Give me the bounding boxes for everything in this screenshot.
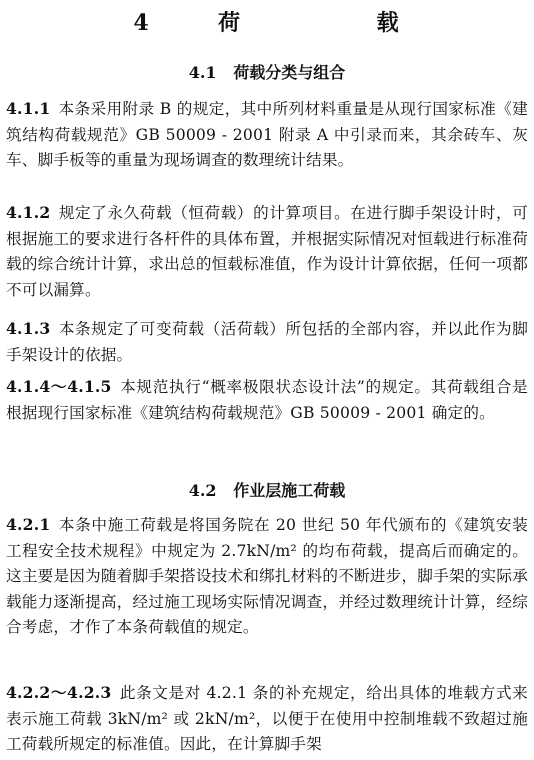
clause-number: 4.1.2 (6, 203, 51, 222)
clause-4-1-3 (6, 316, 528, 368)
clause-number: 4.1.3 (6, 319, 51, 338)
clause-text: 本条规定了可变荷载（活荷载）所包括的全部内容，并以此作为脚手架设计的依据。 (6, 320, 528, 364)
section-title-4-1: 4.1 荷载分类与组合 (188, 63, 346, 82)
clause-4-1-4-5 (6, 374, 528, 426)
clause-4-1-2 (6, 200, 528, 303)
clause-text: 本条采用附录 B 的规定，其中所列材料重量是从现行国家标准《建筑结构荷载规范》GB 50009 - 2001 附录 A 中引录而来，其余砖车、灰车、脚手板等的重量为现场调查的数理统计结果。 (6, 100, 528, 170)
clause-text: 此条文是对 4.2.1 条的补充规定，给出具体的堆载方式来表示施工荷载 3kN/m² 或 2kN/m²，以便于在使用中控制堆载不致超过施工荷载所规定的标准值。因此，在计算脚手架 (6, 684, 528, 754)
clause-number: 4.2.1 (6, 515, 51, 534)
clause-number: 4.2.2～4.2.3 (6, 683, 112, 702)
clause-4-2-2-3 (6, 680, 528, 758)
section-title-4-2: 4.2 作业层施工荷载 (188, 481, 346, 500)
clause-4-2-1 (6, 512, 528, 641)
clause-number: 4.1.1 (6, 99, 51, 118)
clause-4-1-1 (6, 96, 528, 174)
clause-text: 本规范执行“概率极限状态设计法”的规定。其荷载组合是根据现行国家标准《建筑结构荷载规范》GB 50009 - 2001 确定的。 (6, 378, 528, 422)
clause-text: 本条中施工荷载是将国务院在 20 世纪 50 年代颁布的《建筑安装工程安全技术规程》中规定为 2.7kN/m² 的均布荷载，提高后而确定的。这主要是因为随着脚手架搭设技术和绑扎材料的不断进步，脚手架的实际承载能力逐渐提高，经过施工现场实际情况调查，并经过数理统计计算，经综合考虑，才作了本条荷载值的规定。 (6, 516, 528, 637)
clause-number: 4.1.4～4.1.5 (6, 377, 112, 396)
chapter-title: 4 荷 载 (133, 10, 401, 36)
clause-text: 规定了永久荷载（恒荷载）的计算项目。在进行脚手架设计时，可根据施工的要求进行各杆件的具体布置，并根据实际情况对恒载进行标准荷载的综合统计计算，求出总的恒载标准值，作为设计计算依据，任何一项都不可以漏算。 (6, 204, 528, 299)
